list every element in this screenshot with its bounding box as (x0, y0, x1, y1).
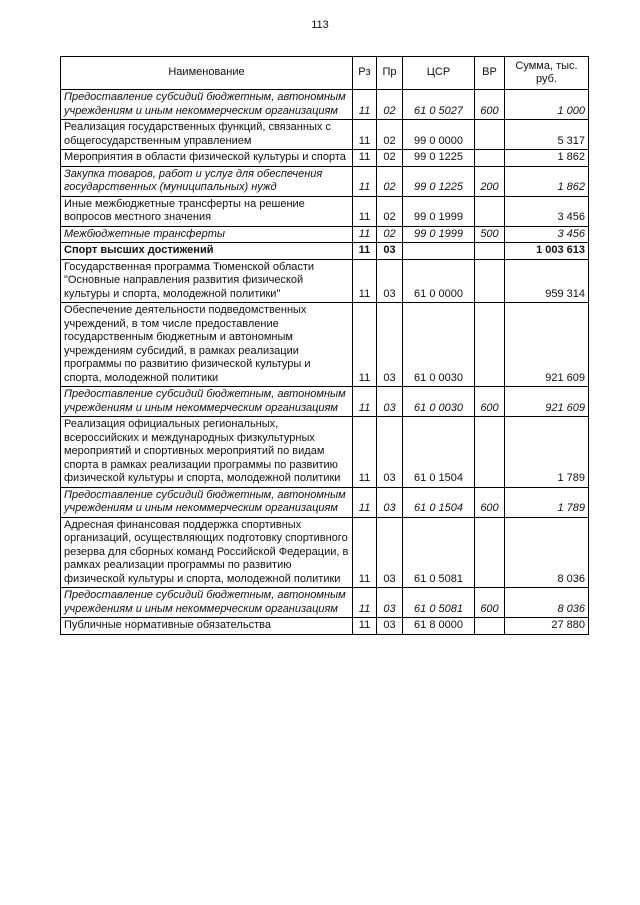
cell-vr: 600 (475, 487, 505, 517)
cell-vr: 600 (475, 90, 505, 120)
cell-csr: 61 0 0030 (403, 387, 475, 417)
cell-vr (475, 243, 505, 260)
table-row (61, 226, 589, 243)
cell-rz: 11 (353, 588, 377, 618)
cell-rz: 11 (353, 243, 377, 260)
cell-sum: 959 314 (505, 259, 589, 303)
table-row (61, 120, 589, 150)
cell-csr: 61 0 1504 (403, 487, 475, 517)
column-header-vr: ВР (475, 57, 505, 90)
cell-name: Предоставление субсидий бюджетным, автономным учреждениям и иным некоммерческим организациям (61, 387, 353, 417)
cell-csr: 99 0 1999 (403, 196, 475, 226)
cell-csr: 61 0 5027 (403, 90, 475, 120)
column-header-sum: Сумма, тыс. руб. (505, 57, 589, 90)
cell-pr: 03 (377, 487, 403, 517)
budget-table (60, 56, 589, 635)
cell-name: Реализация государственных функций, связанных с общегосударственным управлением (61, 120, 353, 150)
cell-pr: 02 (377, 150, 403, 167)
cell-sum: 27 880 (505, 618, 589, 635)
cell-vr (475, 517, 505, 588)
cell-name: Спорт высших достижений (61, 243, 353, 260)
page-number: 113 (311, 19, 329, 31)
cell-rz: 11 (353, 618, 377, 635)
cell-rz: 11 (353, 166, 377, 196)
cell-vr (475, 259, 505, 303)
table-row (61, 417, 589, 488)
cell-name: Предоставление субсидий бюджетным, автономным учреждениям и иным некоммерческим организациям (61, 487, 353, 517)
cell-rz: 11 (353, 303, 377, 387)
table-row (61, 150, 589, 167)
cell-pr: 03 (377, 243, 403, 260)
cell-pr: 02 (377, 226, 403, 243)
cell-sum: 921 609 (505, 387, 589, 417)
cell-sum: 1 789 (505, 417, 589, 488)
cell-name: Предоставление субсидий бюджетным, автономным учреждениям и иным некоммерческим организациям (61, 90, 353, 120)
table-row (61, 588, 589, 618)
cell-pr: 03 (377, 417, 403, 488)
cell-sum: 1 000 (505, 90, 589, 120)
table-row (61, 303, 589, 387)
cell-csr: 99 0 1999 (403, 226, 475, 243)
cell-pr: 03 (377, 303, 403, 387)
cell-pr: 02 (377, 196, 403, 226)
cell-sum: 1 003 613 (505, 243, 589, 260)
cell-pr: 03 (377, 618, 403, 635)
cell-csr: 61 0 0000 (403, 259, 475, 303)
cell-sum: 3 456 (505, 226, 589, 243)
cell-pr: 02 (377, 90, 403, 120)
cell-vr: 500 (475, 226, 505, 243)
cell-sum: 921 609 (505, 303, 589, 387)
cell-name: Предоставление субсидий бюджетным, автономным учреждениям и иным некоммерческим организациям (61, 588, 353, 618)
cell-vr (475, 196, 505, 226)
table-row (61, 618, 589, 635)
cell-csr: 61 0 1504 (403, 417, 475, 488)
cell-rz: 11 (353, 487, 377, 517)
table-row (61, 166, 589, 196)
cell-pr: 03 (377, 387, 403, 417)
table-header-row (61, 57, 589, 90)
cell-pr: 03 (377, 588, 403, 618)
cell-sum: 1 789 (505, 487, 589, 517)
cell-rz: 11 (353, 417, 377, 488)
table-row (61, 487, 589, 517)
cell-name: Мероприятия в области физической культуры и спорта (61, 150, 353, 167)
column-header-rz: Рз (353, 57, 377, 90)
cell-rz: 11 (353, 387, 377, 417)
cell-rz: 11 (353, 517, 377, 588)
cell-csr: 99 0 0000 (403, 120, 475, 150)
cell-pr: 02 (377, 166, 403, 196)
cell-name: Адресная финансовая поддержка спортивных организаций, осуществляющих подготовку спортивного резерва для сборных команд Российской Федерации, в рамках реализации программы по развитию физической культуры и спорта, молодежной политики (61, 517, 353, 588)
cell-sum: 3 456 (505, 196, 589, 226)
cell-vr (475, 120, 505, 150)
cell-sum: 8 036 (505, 517, 589, 588)
column-header-pr: Пр (377, 57, 403, 90)
cell-csr: 99 0 1225 (403, 150, 475, 167)
cell-rz: 11 (353, 226, 377, 243)
cell-sum: 8 036 (505, 588, 589, 618)
cell-name: Государственная программа Тюменской области "Основные направления развития физической культуры и спорта, молодежной политики" (61, 259, 353, 303)
cell-sum: 1 862 (505, 166, 589, 196)
cell-name: Межбюджетные трансферты (61, 226, 353, 243)
cell-name: Публичные нормативные обязательства (61, 618, 353, 635)
table-row (61, 90, 589, 120)
cell-vr (475, 618, 505, 635)
cell-name: Закупка товаров, работ и услуг для обеспечения государственных (муниципальных) нужд (61, 166, 353, 196)
table-body (61, 90, 589, 635)
cell-rz: 11 (353, 196, 377, 226)
cell-vr: 200 (475, 166, 505, 196)
cell-rz: 11 (353, 150, 377, 167)
cell-csr: 61 0 5081 (403, 517, 475, 588)
cell-csr: 99 0 1225 (403, 166, 475, 196)
table-row (61, 243, 589, 260)
table-row (61, 517, 589, 588)
cell-vr: 600 (475, 588, 505, 618)
cell-sum: 1 862 (505, 150, 589, 167)
cell-vr (475, 417, 505, 488)
cell-name: Обеспечение деятельности подведомственных учреждений, в том числе предоставление государственным бюджетным и автономным учреждениям субсидий, в рамках реализации программы по развитию физической культуры и спорта, молодежной политики (61, 303, 353, 387)
cell-vr (475, 303, 505, 387)
cell-pr: 03 (377, 259, 403, 303)
cell-name: Иные межбюджетные трансферты на решение вопросов местного значения (61, 196, 353, 226)
cell-rz: 11 (353, 120, 377, 150)
table-row (61, 259, 589, 303)
cell-csr: 61 8 0000 (403, 618, 475, 635)
cell-csr: 61 0 0030 (403, 303, 475, 387)
cell-rz: 11 (353, 90, 377, 120)
column-header-csr: ЦСР (403, 57, 475, 90)
cell-rz: 11 (353, 259, 377, 303)
cell-vr (475, 150, 505, 167)
cell-sum: 5 317 (505, 120, 589, 150)
cell-csr (403, 243, 475, 260)
cell-pr: 02 (377, 120, 403, 150)
table-row (61, 387, 589, 417)
cell-csr: 61 0 5081 (403, 588, 475, 618)
cell-pr: 03 (377, 517, 403, 588)
column-header-name: Наименование (61, 57, 353, 90)
table-row (61, 196, 589, 226)
cell-name: Реализация официальных региональных, всероссийских и международных физкультурных мероприятий и спортивных мероприятий по видам спорта в рамках реализации программы по развитию физической культуры и спорта, молодежной политики (61, 417, 353, 488)
cell-vr: 600 (475, 387, 505, 417)
